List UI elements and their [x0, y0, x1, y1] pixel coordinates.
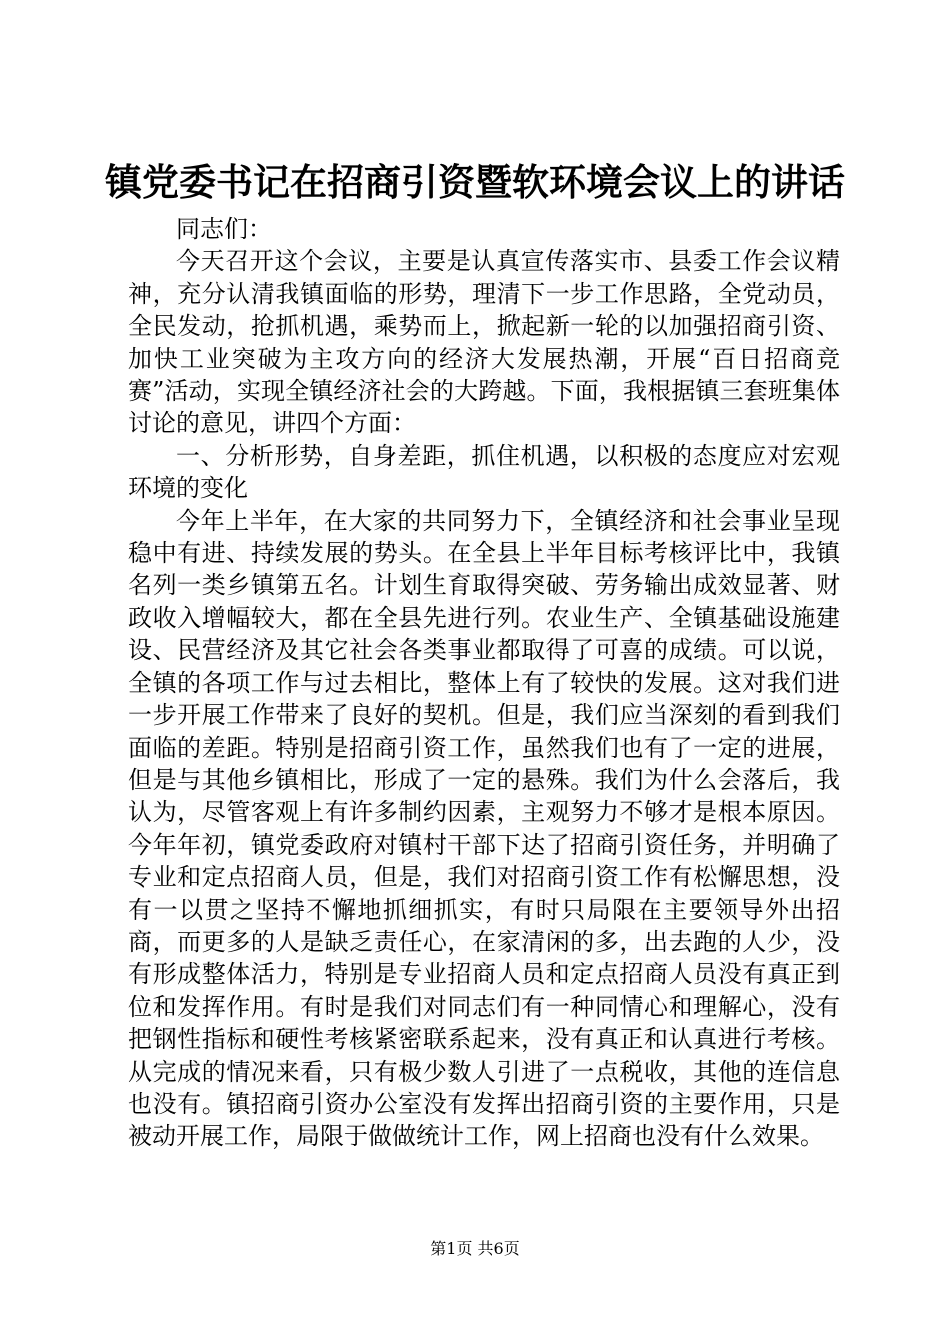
page-footer: 第1页 共6页	[430, 1239, 520, 1258]
document-title: 镇党委书记在招商引资暨软环境会议上的讲话	[105, 160, 845, 204]
document-body	[128, 213, 840, 1153]
section-heading-1: 一、分析形势，自身差距，抓住机遇，以积极的态度应对宏观环境的变化	[128, 441, 840, 503]
salutation: 同志们：	[176, 215, 272, 243]
paragraph-situation: 今年上半年，在大家的共同努力下，全镇经济和社会事业呈现稳中有进、持续发展的势头。在全县上半年目标考核评比中，我镇名列一类乡镇第五名。计划生育取得突破、劳务输出成效显著、财政收入增幅较大，都在全县先进行列。农业生产、全镇基础设施建设、民营经济及其它社会各类事业都取得了可喜的成绩。可以说，全镇的各项工作与过去相比，整体上有了较快的发展。这对我们进一步开展工作带来了良好的契机。但是，我们应当深刻的看到我们面临的差距。特别是招商引资工作，虽然我们也有了一定的进展，但是与其他乡镇相比，形成了一定的悬殊。我们为什么会落后，我认为，尽管客观上有许多制约因素，主观努力不够才是根本原因。今年年初，镇党委政府对镇村干部下达了招商引资任务，并明确了专业和定点招商人员，但是，我们对招商引资工作有松懈思想，没有一以贯之坚持不懈地抓细抓实，有时只局限在主要领导外出招商，而更多的人是缺乏责任心，在家清闲的多，出去跑的人少，没有形成整体活力，特别是专业招商人员和定点招商人员没有真正到位和发挥作用。有时是我们对同志们有一种同情心和理解心，没有把钢性指标和硬性考核紧密联系起来，没有真正和认真进行考核。从完成的情况来看，只有极少数人引进了一点税收，其他的连信息也没有。镇招商引资办公室没有发挥出招商引资的主要作用，只是被动开展工作，局限于做做统计工作，网上招商也没有什么效果。	[128, 506, 840, 1151]
paragraph-intro: 今天召开这个会议，主要是认真宣传落实市、县委工作会议精神，充分认清我镇面临的形势，理清下一步工作思路，全党动员，全民发动，抢抓机遇，乘势而上，掀起新一轮的以加强招商引资、加快工业突破为主攻方向的经济大发展热潮，开展“百日招商竞赛”活动，实现全镇经济社会的大跨越。下面，我根据镇三套班集体讨论的意见，讲四个方面：	[128, 247, 840, 438]
